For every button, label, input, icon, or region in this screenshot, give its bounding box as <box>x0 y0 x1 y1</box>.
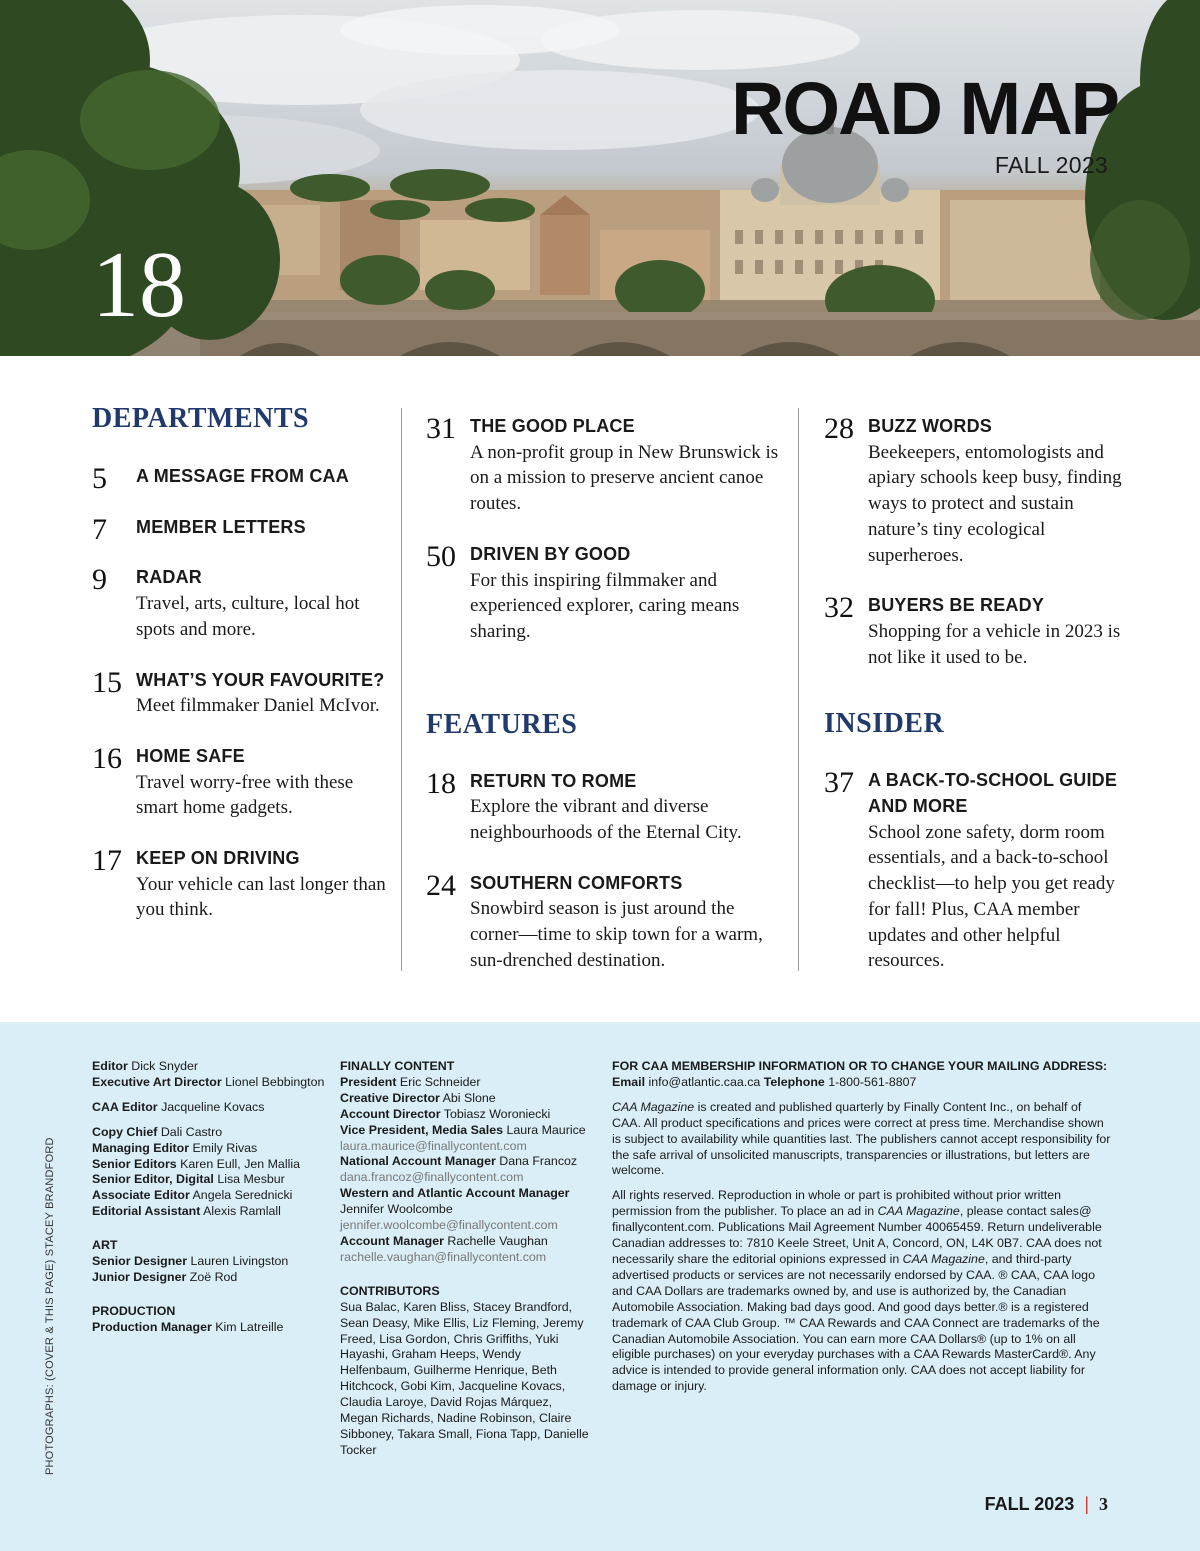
email-link[interactable]: info@atlantic.caa.ca <box>648 1074 761 1089</box>
toc-page-number: 15 <box>92 665 122 699</box>
role-label: Executive Art Director <box>92 1074 222 1089</box>
toc-description: School zone safety, dorm room essentials, and a back-to-school checklist—to help you get ready for fall! Plus, CAA member updates and other helpful resources. <box>868 821 1115 972</box>
middle-column <box>426 414 781 974</box>
toc-description: Meet filmmaker Daniel McIvor. <box>136 695 380 717</box>
toc-page-number: 5 <box>92 462 107 495</box>
toc-title: RETURN TO ROME <box>470 770 637 791</box>
folio-page-number: 3 <box>1099 1494 1108 1514</box>
magazine-name: CAA Magazine <box>612 1099 695 1114</box>
toc-title: HOME SAFE <box>136 745 245 766</box>
role-label: Junior Designer <box>92 1269 187 1284</box>
phone-label: Telephone <box>763 1074 825 1089</box>
toc-page-number: 17 <box>92 844 122 878</box>
toc-page-number: 50 <box>426 539 456 573</box>
toc-description: Travel worry-free with these smart home gadgets. <box>136 771 354 819</box>
membership-info <box>612 1059 1112 1404</box>
toc-title: MEMBER LETTERS <box>136 516 306 537</box>
staff-name: Dana Francoz <box>499 1154 578 1169</box>
toc-description: Explore the vibrant and diverse neighbourhoods of the Eternal City. <box>470 796 742 844</box>
toc-page-number: 24 <box>426 868 456 902</box>
magazine-name: CAA Magazine <box>877 1204 960 1219</box>
info-heading: FOR CAA MEMBERSHIP INFORMATION OR TO CHANGE YOUR MAILING ADDRESS: <box>612 1059 1108 1073</box>
staff-name: Dick Snyder <box>131 1059 199 1073</box>
staff-name: Kim Latreille <box>215 1319 284 1334</box>
notice-text: , and third-party advertised products or services are not necessarily endorsed by CAA. ® CAA, CAA logo and CAA Dollars are trademarks owned by, and use is authorized by, the Canadian Automobile Association. Making bad days good. And good days better.® is a registered trademark of CAA Club Group. ™ CAA Rewards and CAA Connect are trademarks of the Canadian Automobile Association. You can earn more CAA Dollars® (up to 1% on all eligible purchases) on your everyday purchases with a CAA Rewards MasterCard®. Any advice is intended to provide general information only. CAA does not accept liability for damage or injury. <box>612 1251 1100 1394</box>
staff-name: Dali Castro <box>160 1124 223 1139</box>
role-label: Editor <box>92 1059 128 1073</box>
toc-entry[interactable] <box>92 565 392 642</box>
role-label: Senior Editor, Digital <box>92 1172 214 1187</box>
role-label: Senior Editors <box>92 1156 177 1171</box>
toc-page-number: 7 <box>92 512 107 546</box>
role-label: Associate Editor <box>92 1188 190 1203</box>
staff-name: Eric Schneider <box>399 1074 481 1089</box>
insider-heading: INSIDER <box>824 708 945 740</box>
toc-title: KEEP ON DRIVING <box>136 848 300 869</box>
section-label: PRODUCTION <box>92 1303 176 1318</box>
toc-page-number: 9 <box>92 563 107 597</box>
email-link[interactable]: laura.maurice@finallycontent.com <box>340 1138 527 1153</box>
role-label: National Account Manager <box>340 1154 496 1169</box>
issue-season: FALL 2023 <box>994 152 1108 178</box>
toc-entry[interactable] <box>92 741 392 821</box>
toc-title: BUYERS BE READY <box>868 595 1045 616</box>
staff-name: Zoë Rod <box>189 1269 238 1284</box>
page-title: ROAD MAP <box>731 67 1118 150</box>
role-label: Copy Chief <box>92 1124 158 1139</box>
masthead-editorial <box>92 1059 332 1336</box>
toc-title: A BACK-TO-SCHOOL GUIDE AND MORE <box>868 770 1118 817</box>
toc-entry[interactable] <box>426 414 781 517</box>
staff-name: Angela Serednicki <box>192 1188 293 1203</box>
role-label: Senior Designer <box>92 1254 188 1269</box>
toc-title: WHAT’S YOUR FAVOURITE? <box>136 669 385 690</box>
role-label: President <box>340 1074 397 1089</box>
toc-title: DRIVEN BY GOOD <box>470 543 631 564</box>
staff-name: Emily Rivas <box>192 1140 258 1155</box>
role-label: Vice President, Media Sales <box>340 1122 503 1137</box>
toc-title: RADAR <box>136 567 202 588</box>
email-link[interactable]: dana.francoz@finallycontent.com <box>340 1170 524 1185</box>
role-label: Editorial Assistant <box>92 1204 201 1219</box>
role-label: Account Director <box>340 1106 441 1121</box>
toc-entry[interactable] <box>426 868 781 974</box>
right-column <box>824 414 1124 974</box>
toc-title: THE GOOD PLACE <box>470 416 635 436</box>
toc-description: Beekeepers, entomologists and apiary schools keep busy, finding ways to protect and sustain nature’s tiny ecological superheroes. <box>868 441 1122 566</box>
staff-name: Lauren Livingston <box>190 1254 289 1269</box>
section-label: FINALLY CONTENT <box>340 1059 455 1073</box>
staff-name: Jacqueline Kovacs <box>161 1099 265 1114</box>
toc-description: A non-profit group in New Brunswick is on a mission to preserve ancient canoe routes. <box>470 441 779 515</box>
toc-page-number: 28 <box>824 412 854 445</box>
toc-entry[interactable] <box>92 665 392 719</box>
section-label: CONTRIBUTORS <box>340 1283 440 1298</box>
toc-page-number: 37 <box>824 766 854 800</box>
publication-notice <box>612 1100 1112 1180</box>
folio-season: FALL 2023 <box>984 1494 1075 1514</box>
staff-name: Karen Eull, Jen Mallia <box>180 1156 300 1171</box>
column-divider <box>401 408 402 971</box>
staff-name: Jennifer Woolcombe <box>340 1202 453 1217</box>
phone-number[interactable]: 1-800-561-8807 <box>828 1074 917 1089</box>
toc-description: Shopping for a vehicle in 2023 is not like it used to be. <box>868 620 1121 668</box>
email-link[interactable]: rachelle.vaughan@finallycontent.com <box>340 1249 547 1264</box>
email-link[interactable]: jennifer.woolcombe@finallycontent.com <box>340 1218 558 1233</box>
notice-text: , please contact sales@ finallycontent.com. Publications Mail Agreement Number 40065459. Return undeliverable Canadian addresses to: 7810 Keele Street, Unit A, Concord, ON, L4K 0B7. CAA does not necessarily share the editorial opinions expressed in <box>612 1204 1102 1266</box>
toc-entry[interactable] <box>92 512 392 546</box>
role-label: Production Manager <box>92 1319 212 1334</box>
staff-name: Tobiasz Woroniecki <box>443 1106 551 1121</box>
photo-credit: PHOTOGRAPHS: (COVER & THIS PAGE) STACEY BRANDFORD <box>44 1137 56 1475</box>
toc-description: Travel, arts, culture, local hot spots and more. <box>136 593 360 640</box>
notice-text: is created and published quarterly by Finally Content Inc., on behalf of CAA. All product specifications and prices were correct at press time. Merchandise shown is subject to availability while quantities last. The publishers cannot accept responsibility for the safe arrival of unsolicited manuscripts, transparencies or illustrations, but letters are welcome. <box>612 1099 1111 1178</box>
departments-heading: DEPARTMENTS <box>92 403 310 434</box>
column-divider <box>798 408 799 971</box>
toc-entry[interactable] <box>426 539 781 645</box>
magazine-name: CAA Magazine <box>902 1251 985 1266</box>
staff-name: Lionel Bebbington <box>225 1074 325 1089</box>
staff-name: Alexis Ramlall <box>203 1204 281 1219</box>
departments-column <box>92 402 392 923</box>
legal-notice <box>612 1188 1112 1395</box>
staff-name: Lisa Mesbur <box>217 1172 285 1187</box>
photo-page-number: 18 <box>92 233 186 337</box>
role-label: Account Manager <box>340 1233 444 1248</box>
role-label: CAA Editor <box>92 1099 158 1114</box>
toc-page-number: 31 <box>426 412 456 445</box>
staff-name: Abi Slone <box>442 1090 496 1105</box>
toc-title: SOUTHERN COMFORTS <box>470 872 683 893</box>
contributors-list: Sua Balac, Karen Bliss, Stacey Brandford, Sean Deasy, Mike Ellis, Liz Fleming, Jeremy Freed, Lisa Gordon, Chris Griffiths, Yuki Hayashi, Graham Heeps, Wendy Helfenbaum, Guilherme Henrique, Beth Hitchcock, Gobi Kim, Jacqueline Kovacs, Claudia Laroye, David Rojas Márquez, Megan Richards, Nadine Robinson, Claire Sibboney, Takara Small, Fiona Tapp, Danielle Tocker <box>340 1299 589 1457</box>
toc-title: BUZZ WORDS <box>868 416 992 436</box>
toc-description: Your vehicle can last longer than you think. <box>136 873 386 921</box>
email-label: Email <box>612 1074 646 1089</box>
toc-description: Snowbird season is just around the corner—time to skip town for a warm, sun-drenched destination. <box>470 898 763 971</box>
features-heading: FEATURES <box>426 708 578 740</box>
role-label: Creative Director <box>340 1090 440 1105</box>
role-label: Managing Editor <box>92 1140 190 1155</box>
masthead-publisher <box>340 1059 590 1459</box>
role-label: Western and Atlantic Account Manager <box>340 1186 570 1201</box>
staff-name: Laura Maurice <box>506 1122 586 1137</box>
toc-title: A MESSAGE FROM CAA <box>136 466 349 486</box>
folio-separator: | <box>1084 1494 1089 1514</box>
toc-entry[interactable] <box>426 766 781 846</box>
toc-page-number: 16 <box>92 741 122 775</box>
notice-text: All rights reserved. Reproduction in whole or part is prohibited without prior written permission from the publisher. To place an ad in <box>612 1188 1062 1219</box>
toc-entry[interactable] <box>824 414 1124 568</box>
toc-entry[interactable] <box>824 768 1124 974</box>
staff-name: Rachelle Vaughan <box>447 1233 548 1248</box>
toc-entry[interactable] <box>824 593 1124 670</box>
toc-page-number: 18 <box>426 766 456 800</box>
section-label: ART <box>92 1238 118 1253</box>
toc-entry[interactable] <box>92 846 392 923</box>
toc-entry[interactable] <box>92 462 392 495</box>
toc-page-number: 32 <box>824 591 854 625</box>
hero-photo <box>0 0 1200 356</box>
toc-description: For this inspiring filmmaker and experienced explorer, caring means sharing. <box>470 569 740 642</box>
page-folio <box>985 1494 1108 1515</box>
